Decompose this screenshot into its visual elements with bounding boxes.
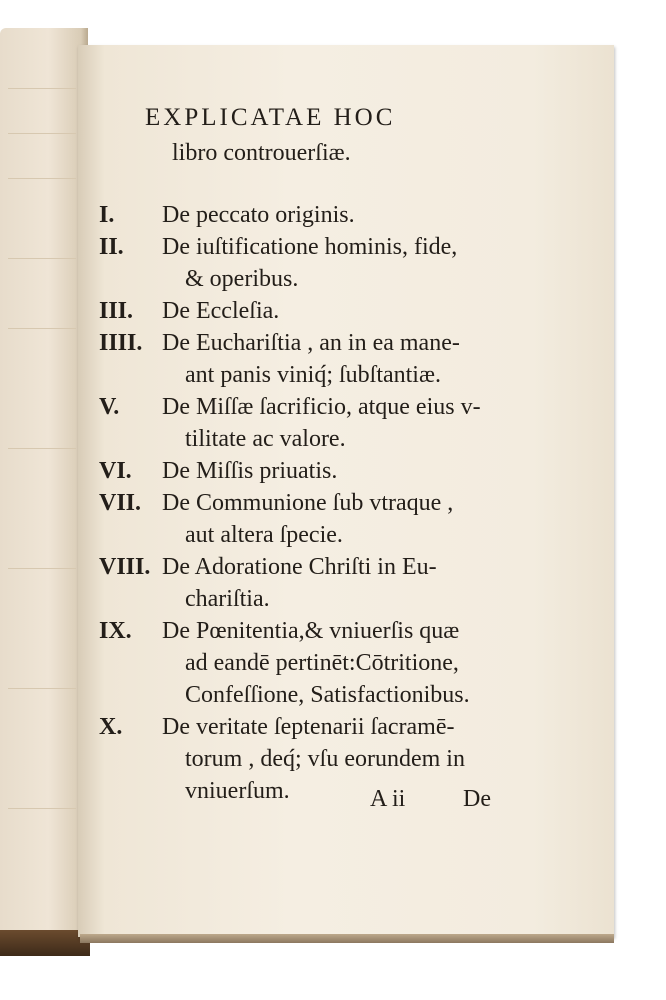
entry-line: De Miſſis priuatis. xyxy=(162,458,338,484)
entry-line: ant panis viniq́; ſubſtantiæ. xyxy=(185,362,441,388)
page-subtitle: libro controuerſiæ. xyxy=(172,140,351,166)
entry-numeral: V. xyxy=(99,394,120,420)
entry-numeral: VII. xyxy=(99,490,142,516)
entry-line: De Euchariſtia , an in ea mane- xyxy=(162,330,460,356)
catchword: De xyxy=(463,786,491,812)
entry-line: tilitate ac valore. xyxy=(185,426,346,452)
entry-line: De veritate ſeptenarii ſacramē- xyxy=(162,714,455,740)
entry-numeral: III. xyxy=(99,298,134,324)
entry-numeral: VIII. xyxy=(99,554,151,580)
entry-line: De iuſtificatione hominis, fide, xyxy=(162,234,458,260)
entry-numeral: VI. xyxy=(99,458,132,484)
entry-line: Confeſſione, Satisfactionibus. xyxy=(185,682,470,708)
entry-line: vniuerſum. xyxy=(185,778,290,804)
entry-line: & operibus. xyxy=(185,266,299,292)
entry-numeral: IIII. xyxy=(99,330,143,356)
entry-line: ad eandē pertinēt:Cōtritione, xyxy=(185,650,459,676)
entry-line: chariſtia. xyxy=(185,586,270,612)
entry-line: De Pœnitentia,& vniuerſis quæ xyxy=(162,618,460,644)
signature-mark: A ii xyxy=(370,786,406,812)
entry-line: De Communione ſub vtraque , xyxy=(162,490,454,516)
entry-line: aut altera ſpecie. xyxy=(185,522,343,548)
entry-numeral: II. xyxy=(99,234,124,260)
entry-numeral: I. xyxy=(99,202,115,228)
entry-line: De peccato originis. xyxy=(162,202,355,228)
page-title: EXPLICATAE HOC xyxy=(145,104,396,131)
entry-line: torum , deq́; vſu eorundem in xyxy=(185,746,465,772)
entry-numeral: IX. xyxy=(99,618,132,644)
page-stack-edge xyxy=(80,934,614,943)
facing-page-edge xyxy=(0,28,88,956)
book-cover-edge xyxy=(0,930,90,956)
entry-line: De Eccleſia. xyxy=(162,298,280,324)
entry-numeral: X. xyxy=(99,714,123,740)
entry-line: De Adoratione Chriſti in Eu- xyxy=(162,554,437,580)
entry-line: De Miſſæ ſacrificio, atque eius v- xyxy=(162,394,481,420)
